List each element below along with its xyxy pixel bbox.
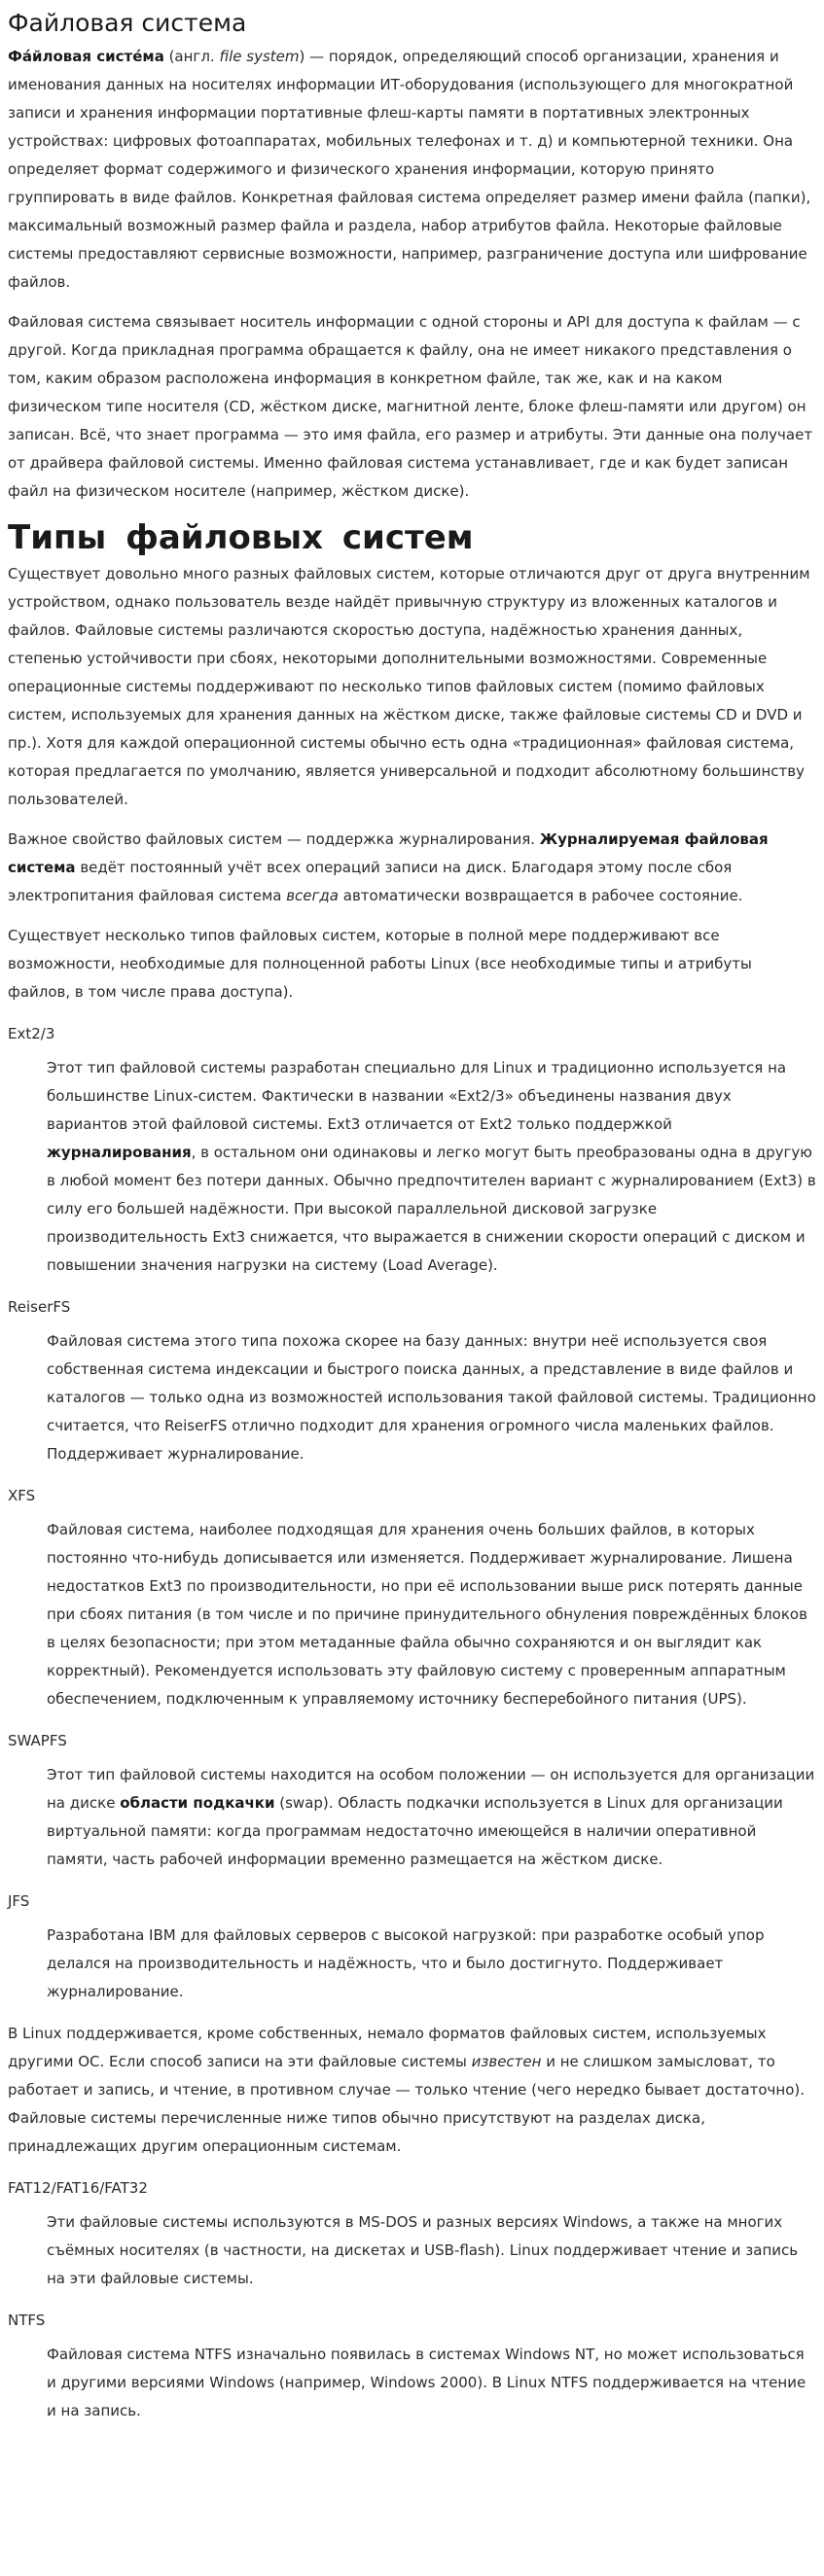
fs-definition-xfs: Файловая система, наиболее подходящая для хранения очень больших файлов, в которых постоянно что-нибудь дописывается или изменяется. Поддерживает журналирование. Лишена недостатков Ext3 по производительности, но при её использовании выше риск потерять данные при сбоях питания (в том числе и по причине принудительного обнуления повреждённых блоков в целях безопасности; при этом метаданные файла обычно сохраняются и он выглядит как корректный). Рекомендуется использовать эту файловую систему с проверенным аппаратным обеспечением, подключенным к управляемому источнику бесперебойного питания (UPS).: [47, 1521, 807, 1708]
types-paragraph-3: Существует несколько типов файловых систем, которые в полной мере поддерживают все возможности, необходимые для полноценной работы Linux (все необходимые типы и атрибуты файлов, в том числе права доступа).: [8, 927, 752, 1001]
fs-term-jfs: JFS: [8, 1892, 30, 1910]
fs-term-ntfs: NTFS: [8, 2311, 46, 2329]
fs-term-xfs: XFS: [8, 1487, 36, 1504]
fs-definition-reiserfs: Файловая система этого типа похожа скорее на базу данных: внутри неё используется своя собственная система индексации и быстрого поиска данных, а представление в виде файлов и каталогов — только одна из возможностей использования такой файловой системы. Традиционно считается, что ReiserFS отлично подходит для хранения огромного числа маленьких файлов. Поддерживает журналирование.: [47, 1332, 816, 1463]
other-os-paragraph: В Linux поддерживается, кроме собственных, немало форматов файловых систем, используемых другими ОС. Если способ записи на эти файловые системы известен и не слишком замысловат, то работает и запись, и чтение, в противном случае — только чтение (чего нередко бывает достаточно). Файловые системы перечисленные ниже типов обычно присутствуют на разделах диска, принадлежащих другим операционным системам.: [8, 2025, 806, 2155]
section-heading-types: Типы файловых систем: [8, 518, 474, 557]
fs-definition-ext: Этот тип файловой системы разработан специально для Linux и традиционно используется на большинстве Linux-систем. Фактически в названии «Ext2/3» объединены названия двух вариантов этой файловой системы. Ext3 отличается от Ext2 только поддержкой журналирования, в остальном они одинаковы и легко могут быть преобразованы одна в другую в любой момент без потери данных. Обычно предпочтителен вариант с журналированием (Ext3) в силу его большей надёжности. При высокой параллельной дисковой загрузке производительность Ext3 снижается, что выражается в снижении скорости операций с диском и повышении значения нагрузки на систему (Load Average).: [47, 1059, 816, 1274]
english-term: file system: [219, 48, 300, 65]
types-paragraph-journaling: Важное свойство файловых систем — поддержка журналирования. Журналируемая файловая система ведёт постоянный учёт всех операций записи на диск. Благодаря этому после сбоя электропитания файловая система всегда автоматически возвращается в рабочее состояние.: [8, 830, 769, 904]
known-emphasis: известен: [471, 2053, 542, 2070]
fs-term-reiserfs: ReiserFS: [8, 1298, 71, 1316]
intro-paragraph: Фа́йловая систе́ма (англ. file system) — порядок, определяющий способ организации, хранения и именования данных на носителях информации ИТ-оборудования (использующего для многократной записи и хранения информации портативные флеш-карты памяти в портативных электронных устройствах: цифровых фотоаппаратах, мобильных телефонах и т. д) и компьютерной техники. Она определяет формат содержимого и физического хранения информации, которую принято группировать в виде файлов. Конкретная файловая система определяет размер имени файла (папки), максимальный возможный размер файла и раздела, набор атрибутов файла. Некоторые файловые системы предоставляют сервисные возможности, например, разграничение доступа или шифрование файлов.: [8, 48, 811, 291]
fs-definition-ntfs: Файловая система NTFS изначально появилась в системах Windows NT, но может использоваться и другими версиями Windows (например, Windows 2000). В Linux NTFS поддерживается на чтение и на запись.: [47, 2346, 806, 2419]
journaling-term: Журналируемая файловая система: [8, 830, 769, 876]
fs-term-swapfs: SWAPFS: [8, 1732, 67, 1749]
swap-area-bold: области подкачки: [120, 1794, 275, 1812]
fs-term-ext: Ext2/3: [8, 1025, 55, 1042]
intro-term: Фа́йловая систе́ма: [8, 48, 164, 65]
always-emphasis: всегда: [286, 887, 339, 904]
fs-term-fat: FAT12/FAT16/FAT32: [8, 2179, 148, 2197]
fs-definition-fat: Эти файловые системы используются в MS-DOS и разных версиях Windows, а также на многих съёмных носителях (в частности, на дискетах и USB-flash). Linux поддерживает чтение и запись на эти файловые системы.: [47, 2213, 799, 2287]
types-paragraph-1: Существует довольно много разных файловых систем, которые отличаются друг от друга внутренним устройством, однако пользователь везде найдёт привычную структуру из вложенных каталогов и файлов. Файловые системы различаются скоростью доступа, надёжностью хранения данных, степенью устойчивости при сбоях, некоторыми дополнительными возможностями. Современные операционные системы поддерживают по несколько типов файловых систем (помимо файловых систем, используемых для хранения данных на жёстком диске, также файловые системы CD и DVD и пр.). Хотя для каждой операционной системы обычно есть одна «традиционная» файловая система, которая предлагается по умолчанию, является универсальной и подходит абсолютному большинству пользователей.: [8, 565, 810, 808]
fs-definition-swapfs: Этот тип файловой системы находится на особом положении — он используется для организации на диске области подкачки (swap). Область подкачки используется в Linux для организации виртуальной памяти: когда программам недостаточно имеющейся в наличии оперативной памяти, часть рабочей информации временно размещается на жёстком диске.: [47, 1766, 815, 1868]
journaling-bold: журналирования: [47, 1144, 192, 1161]
page-title: Файловая система: [8, 9, 247, 37]
fs-definition-jfs: Разработана IBM для файловых серверов с высокой нагрузкой: при разработке особый упор делался на производительность и надёжность, что и было достигнуто. Поддерживает журналирование.: [47, 1926, 765, 2000]
intro-paragraph-2: Файловая система связывает носитель информации с одной стороны и API для доступа к файлам — с другой. Когда прикладная программа обращается к файлу, она не имеет никакого представления о том, каким образом расположена информация в конкретном файле, так же, как и на каком физическом типе носителя (CD, жёстком диске, магнитной ленте, блоке флеш-памяти или другом) он записан. Всё, что знает программа — это имя файла, его размер и атрибуты. Эти данные она получает от драйвера файловой системы. Именно файловая система устанавливает, где и как будет записан файл на физическом носителе (например, жёстком диске).: [8, 313, 813, 500]
